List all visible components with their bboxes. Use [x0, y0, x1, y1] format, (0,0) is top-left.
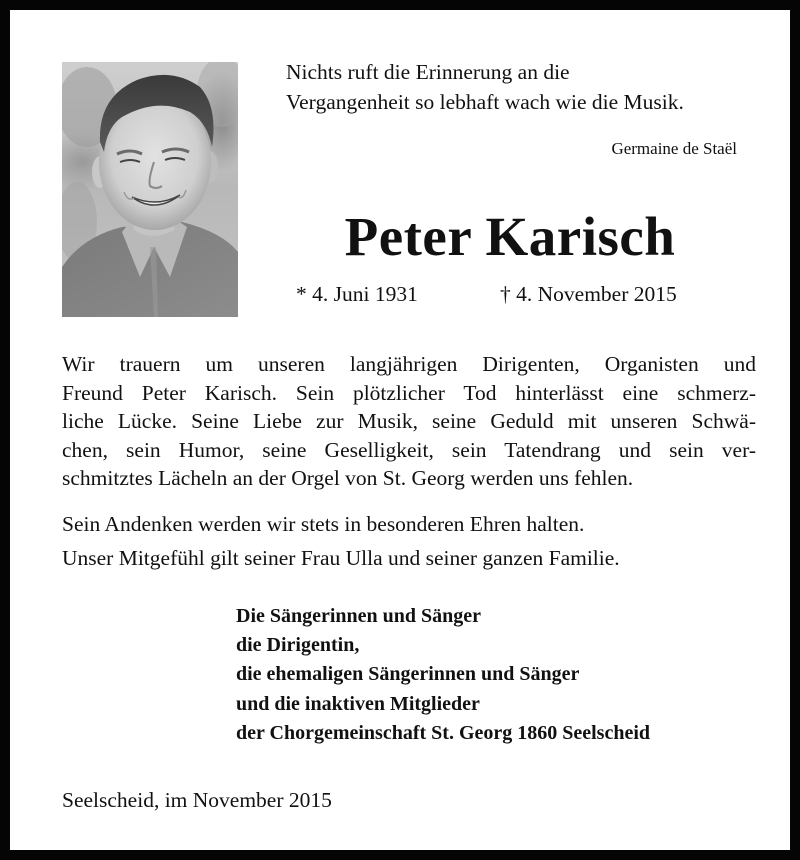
signature-line: und die inaktiven Mitglieder	[236, 692, 480, 715]
paragraph-line: schmitztes Lächeln an der Orgel von St. Georg werden uns fehlen.	[62, 466, 634, 491]
paragraph-line: liche Lücke. Seine Liebe zur Musik, seine Geduld mit unseren Schwä-	[62, 409, 756, 434]
place-and-date: Seelscheid, im November 2015	[62, 788, 332, 812]
quote-line: Nichts ruft die Erinnerung an die	[286, 60, 570, 84]
deceased-name: Peter Karisch	[344, 206, 676, 267]
signature-line: die Dirigentin,	[236, 634, 360, 657]
sympathy-sentence: Unser Mitgefühl gilt seiner Frau Ulla und seiner ganzen Familie.	[62, 546, 620, 570]
memorial-quote	[286, 57, 766, 117]
paragraph-line: Freund Peter Karisch. Sein plötzlicher Tod hinterlässt eine schmerz-	[62, 380, 756, 405]
remembrance-sentence: Sein Andenken werden wir stets in besonderen Ehren halten.	[62, 512, 585, 536]
portrait-photo	[62, 62, 238, 317]
death-date: † 4. November 2015	[500, 282, 677, 306]
signature-line: der Chorgemeinschaft St. Georg 1860 Seelscheid	[236, 721, 651, 744]
paragraph-line: chen, sein Humor, seine Geselligkeit, sein Tatendrang und sein ver-	[62, 437, 756, 462]
signature-block	[236, 602, 776, 748]
portrait-illustration	[62, 62, 238, 317]
quote-line: Vergangenheit so lebhaft wach wie die Musik.	[286, 90, 684, 114]
signature-line: Die Sängerinnen und Sänger	[236, 605, 482, 627]
signature-line: die ehemaligen Sängerinnen und Sänger	[236, 663, 580, 686]
quote-author: Germaine de Staël	[611, 139, 737, 158]
paragraph-line: Wir trauern um unseren langjährigen Dirigenten, Organisten und	[62, 352, 756, 376]
birth-date: * 4. Juni 1931	[296, 282, 418, 306]
condolence-paragraph	[62, 350, 756, 493]
